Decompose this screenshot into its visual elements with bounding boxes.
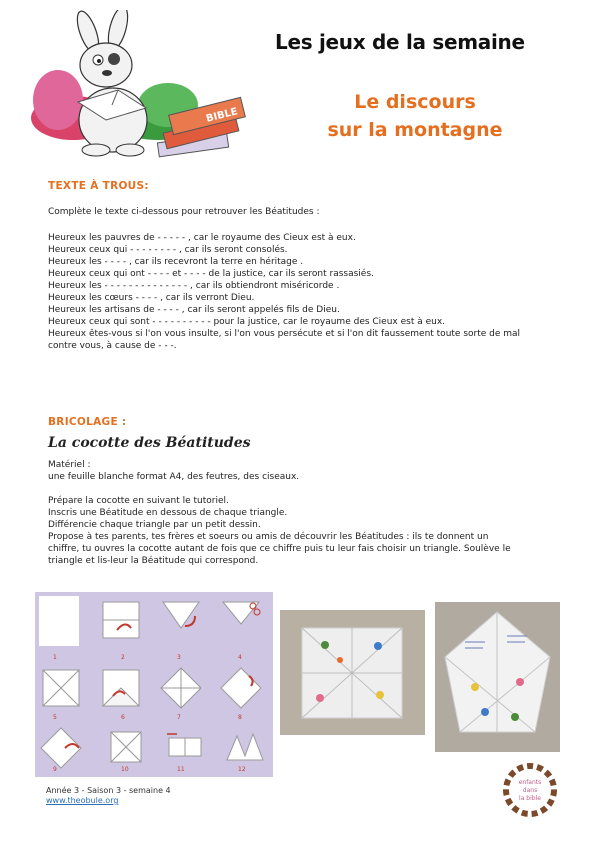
beatitude-line: contre vous, à cause de - - -. — [48, 341, 177, 351]
materiel-text: une feuille blanche format A4, des feutres, des ciseaux. — [48, 472, 300, 482]
instruction-line: Propose à tes parents, tes frères et soeurs ou amis de découvrir les Béatitudes : ils te donnent un — [48, 532, 489, 542]
step-4-image — [219, 598, 263, 642]
step-number: 7 — [177, 714, 181, 721]
step-10-image — [105, 726, 149, 770]
website-link[interactable]: www.theobule.org — [46, 796, 119, 805]
step-number: 8 — [238, 714, 242, 721]
folding-tutorial — [35, 592, 273, 777]
beatitude-line: Heureux les - - - - - - - - - - - - - - , car ils obtiendront miséricorde . — [48, 281, 340, 291]
step-number: 11 — [177, 766, 185, 773]
step-1-image — [39, 596, 79, 646]
rabbit-reading-illustration — [18, 10, 258, 170]
footer — [46, 786, 171, 806]
subtitle-line-1: Le discours — [354, 91, 476, 113]
texte-a-trous-intro: Complète le texte ci-dessous pour retrouver les Béatitudes : — [48, 207, 320, 217]
instruction-line: Prépare la cocotte en suivant le tutoriel. — [48, 496, 229, 506]
step-7-image — [159, 666, 203, 710]
beatitude-line: Heureux les - - - - , car ils recevront la terre en héritage . — [48, 257, 304, 267]
footer-info: Année 3 - Saison 3 - semaine 4 — [46, 786, 171, 795]
step-8-image — [219, 666, 263, 710]
cocotte-heading: La cocotte des Béatitudes — [48, 435, 251, 451]
bricolage-label: BRICOLAGE : — [48, 416, 127, 428]
instruction-line: Inscris une Béatitude en dessous de chaque triangle. — [48, 508, 288, 518]
beatitude-line: Heureux les artisans de - - - - , car ils seront appelés fils de Dieu. — [48, 305, 340, 315]
materiel-label: Matériel : — [48, 460, 91, 470]
step-number: 2 — [121, 654, 125, 661]
beatitude-line: Heureux ceux qui sont - - - - - - - - - - pour la justice, car le royaume des Cieux est à eux. — [48, 317, 446, 327]
step-12-image — [223, 726, 267, 770]
instruction-line: triangle et lis-leur la Béatitude qui correspond. — [48, 556, 259, 566]
enfants-bible-logo — [500, 760, 560, 820]
step-5-image — [39, 666, 83, 710]
instruction-line: chiffre, tu ouvres la cocotte autant de fois que ce chiffre puis tu leur fais choisir un triangle. Soulève le — [48, 544, 511, 554]
step-number: 10 — [121, 766, 129, 773]
texte-a-trous-label: TEXTE À TROUS: — [48, 180, 149, 192]
book-label: BIBLE — [205, 106, 239, 125]
step-number: 1 — [53, 654, 57, 661]
step-2-image — [99, 598, 143, 642]
beatitude-line: Heureux ceux qui ont - - - - et - - - - de la justice, car ils seront rassasiés. — [48, 269, 374, 279]
step-number: 6 — [121, 714, 125, 721]
step-number: 9 — [53, 766, 57, 773]
subtitle-line-2: sur la montagne — [327, 119, 503, 141]
beatitude-line: Heureux ceux qui - - - - - - - - , car ils seront consolés. — [48, 245, 288, 255]
step-6-image — [99, 666, 143, 710]
beatitude-line: Heureux les pauvres de - - - - - , car le royaume des Cieux est à eux. — [48, 233, 356, 243]
page-subtitle — [300, 88, 530, 144]
beatitude-line: Heureux les cœurs - - - - , car ils verront Dieu. — [48, 293, 255, 303]
step-9-image — [39, 726, 83, 770]
beatitude-line: Heureux êtes-vous si l'on vous insulte, si l'on vous persécute et si l'on dit faussement toute sorte de mal — [48, 329, 521, 339]
step-number: 12 — [238, 766, 246, 773]
cocotte-photo-top — [280, 610, 425, 735]
step-number: 5 — [53, 714, 57, 721]
step-number: 3 — [177, 654, 181, 661]
bricolage-block — [48, 459, 558, 567]
texte-a-trous-block — [48, 206, 558, 352]
step-3-image — [159, 598, 203, 642]
logo-line-1: enfants — [518, 779, 542, 786]
instruction-line: Différencie chaque triangle par un petit dessin. — [48, 520, 261, 530]
logo-line-3: la bible — [519, 795, 541, 802]
step-number: 4 — [238, 654, 242, 661]
step-11-image — [163, 726, 207, 770]
logo-line-2: dans — [522, 787, 538, 794]
page-title: Les jeux de la semaine — [275, 30, 525, 54]
cocotte-photo-open — [435, 602, 560, 752]
